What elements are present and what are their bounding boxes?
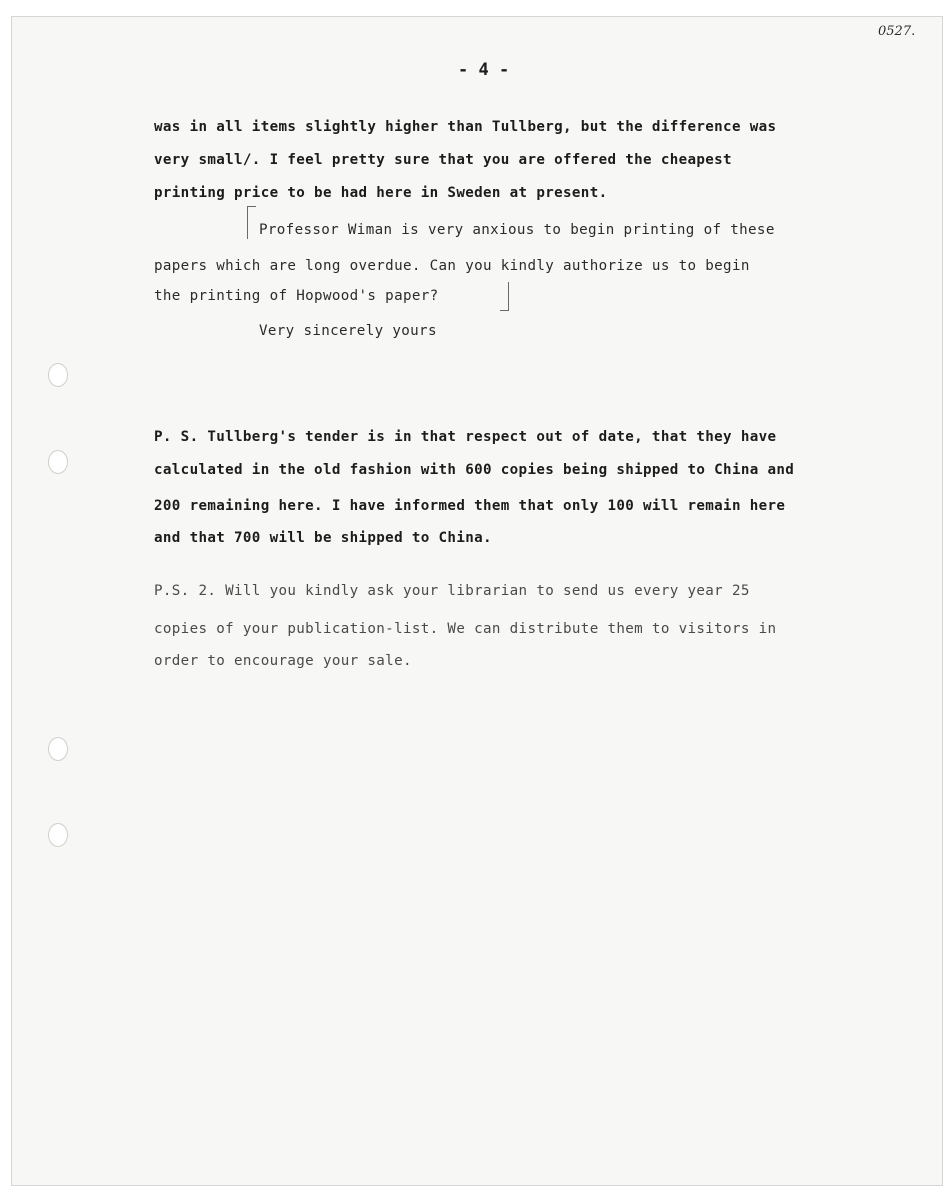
paragraph-2-line: the printing of Hopwood's paper?	[154, 288, 439, 304]
punch-hole	[48, 823, 68, 847]
postscript-2-line: P.S. 2. Will you kindly ask your librarian to send us every year 25	[154, 583, 750, 599]
paragraph-1-line: very small/. I feel pretty sure that you are offered the cheapest	[154, 152, 732, 168]
paragraph-2-line: Professor Wiman is very anxious to begin printing of these	[259, 222, 775, 238]
paragraph-2-line: papers which are long overdue. Can you kindly authorize us to begin	[154, 258, 750, 274]
archive-number: 0527.	[878, 24, 916, 39]
margin-bracket-open	[247, 206, 256, 239]
punch-hole	[48, 737, 68, 761]
postscript-1-line: calculated in the old fashion with 600 copies being shipped to China and	[154, 462, 795, 478]
paragraph-1-line: was in all items slightly higher than Tullberg, but the difference was	[154, 119, 777, 135]
postscript-1-line: and that 700 will be shipped to China.	[154, 530, 492, 546]
punch-hole	[48, 363, 68, 387]
postscript-2-line: order to encourage your sale.	[154, 653, 412, 669]
paragraph-1-line: printing price to be had here in Sweden at present.	[154, 185, 608, 201]
postscript-1-line: P. S. Tullberg's tender is in that respect out of date, that they have	[154, 429, 777, 445]
margin-bracket-close	[500, 282, 509, 311]
postscript-2-line: copies of your publication-list. We can distribute them to visitors in	[154, 621, 777, 637]
postscript-1-line: 200 remaining here. I have informed them that only 100 will remain here	[154, 498, 786, 514]
punch-hole	[48, 450, 68, 474]
closing: Very sincerely yours	[259, 323, 437, 339]
page-number: - 4 -	[458, 60, 510, 80]
